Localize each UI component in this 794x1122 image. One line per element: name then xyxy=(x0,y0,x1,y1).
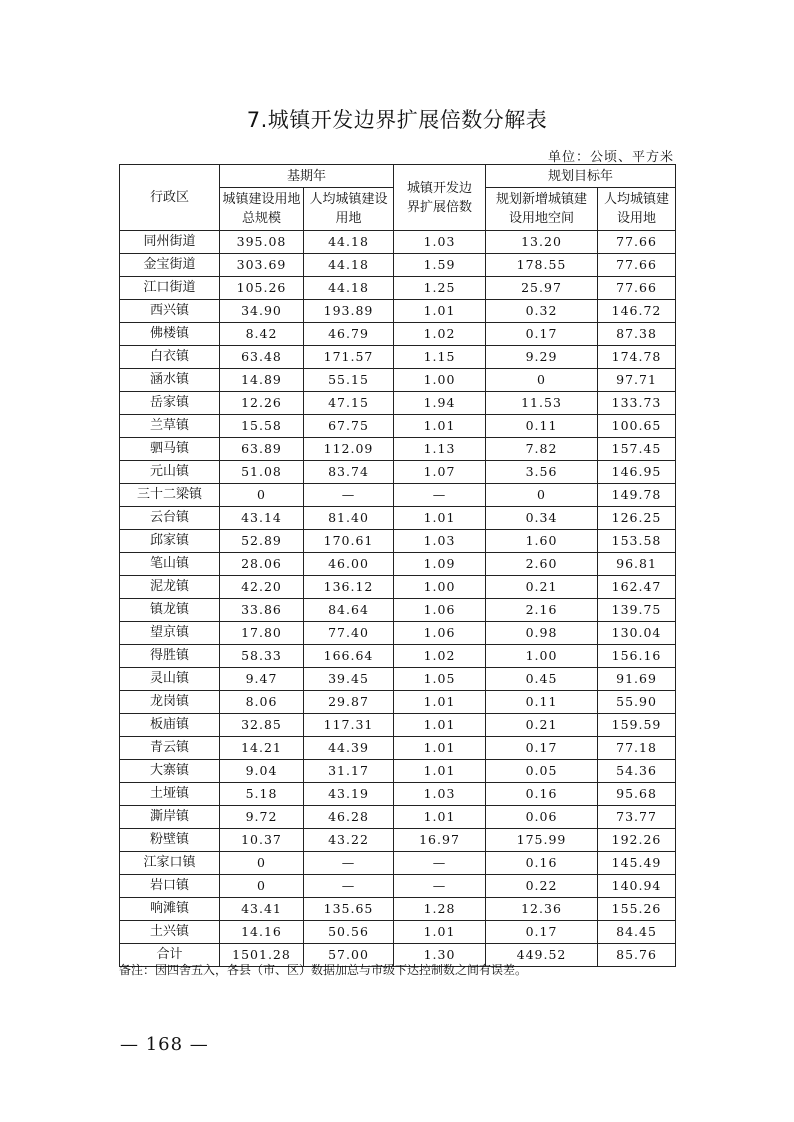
value-cell: 1.13 xyxy=(394,438,486,461)
table-row xyxy=(120,921,676,944)
value-cell: 95.68 xyxy=(598,783,676,806)
value-cell: 84.45 xyxy=(598,921,676,944)
value-cell: 33.86 xyxy=(220,599,304,622)
value-cell: 14.89 xyxy=(220,369,304,392)
value-cell: 9.72 xyxy=(220,806,304,829)
region-cell: 三十二梁镇 xyxy=(120,484,220,507)
value-cell: 12.36 xyxy=(486,898,598,921)
table-row xyxy=(120,737,676,760)
region-cell: 望京镇 xyxy=(120,622,220,645)
value-cell: 0.98 xyxy=(486,622,598,645)
value-cell: 46.00 xyxy=(304,553,394,576)
value-cell: 97.71 xyxy=(598,369,676,392)
table-row xyxy=(120,392,676,415)
region-cell: 大寨镇 xyxy=(120,760,220,783)
value-cell: 1.01 xyxy=(394,300,486,323)
value-cell: 43.14 xyxy=(220,507,304,530)
page-number: — 168 — xyxy=(120,1034,209,1055)
value-cell: 28.06 xyxy=(220,553,304,576)
value-cell: 50.56 xyxy=(304,921,394,944)
value-cell: 2.60 xyxy=(486,553,598,576)
table-row xyxy=(120,277,676,300)
value-cell: 1.01 xyxy=(394,737,486,760)
value-cell: 81.40 xyxy=(304,507,394,530)
value-cell: 51.08 xyxy=(220,461,304,484)
value-cell: 1.06 xyxy=(394,622,486,645)
value-cell: 1.25 xyxy=(394,277,486,300)
value-cell: 149.78 xyxy=(598,484,676,507)
value-cell: 1.00 xyxy=(394,576,486,599)
value-cell: 1.02 xyxy=(394,645,486,668)
value-cell: 43.19 xyxy=(304,783,394,806)
value-cell: 140.94 xyxy=(598,875,676,898)
table-row xyxy=(120,530,676,553)
value-cell: 126.25 xyxy=(598,507,676,530)
region-cell: 响滩镇 xyxy=(120,898,220,921)
value-cell: 171.57 xyxy=(304,346,394,369)
region-cell: 驷马镇 xyxy=(120,438,220,461)
value-cell: 0.21 xyxy=(486,576,598,599)
region-cell: 青云镇 xyxy=(120,737,220,760)
value-cell: 1.01 xyxy=(394,806,486,829)
value-cell: 12.26 xyxy=(220,392,304,415)
table-row xyxy=(120,484,676,507)
value-cell: 0.11 xyxy=(486,415,598,438)
value-cell: 25.97 xyxy=(486,277,598,300)
value-cell: 1.01 xyxy=(394,760,486,783)
value-cell: 1.59 xyxy=(394,254,486,277)
header-target-per-capita: 人均城镇建设用地 xyxy=(598,188,676,231)
value-cell: 55.90 xyxy=(598,691,676,714)
value-cell: 46.79 xyxy=(304,323,394,346)
value-cell: 0.17 xyxy=(486,323,598,346)
value-cell: 73.77 xyxy=(598,806,676,829)
value-cell: 105.26 xyxy=(220,277,304,300)
value-cell: 87.38 xyxy=(598,323,676,346)
value-cell: 9.47 xyxy=(220,668,304,691)
value-cell: 44.18 xyxy=(304,231,394,254)
table-row xyxy=(120,415,676,438)
header-expansion: 城镇开发边界扩展倍数 xyxy=(394,165,486,231)
table-row xyxy=(120,346,676,369)
value-cell: — xyxy=(304,852,394,875)
table-row xyxy=(120,254,676,277)
value-cell: 3.56 xyxy=(486,461,598,484)
region-cell: 粉壁镇 xyxy=(120,829,220,852)
table-row xyxy=(120,806,676,829)
region-cell: 岩口镇 xyxy=(120,875,220,898)
value-cell: 0 xyxy=(486,484,598,507)
value-cell: 1.01 xyxy=(394,714,486,737)
value-cell: 55.15 xyxy=(304,369,394,392)
region-cell: 得胜镇 xyxy=(120,645,220,668)
value-cell: 0.17 xyxy=(486,921,598,944)
region-cell: 土兴镇 xyxy=(120,921,220,944)
value-cell: 155.26 xyxy=(598,898,676,921)
value-cell: 175.99 xyxy=(486,829,598,852)
value-cell: 77.66 xyxy=(598,277,676,300)
value-cell: 133.73 xyxy=(598,392,676,415)
value-cell: 83.74 xyxy=(304,461,394,484)
value-cell: 5.18 xyxy=(220,783,304,806)
value-cell: 395.08 xyxy=(220,231,304,254)
value-cell: 1.03 xyxy=(394,231,486,254)
value-cell: 32.85 xyxy=(220,714,304,737)
value-cell: 52.89 xyxy=(220,530,304,553)
header-base-year: 基期年 xyxy=(220,165,394,188)
region-cell: 泥龙镇 xyxy=(120,576,220,599)
header-base-per-capita: 人均城镇建设用地 xyxy=(304,188,394,231)
value-cell: 44.18 xyxy=(304,277,394,300)
table-row xyxy=(120,760,676,783)
value-cell: 42.20 xyxy=(220,576,304,599)
value-cell: 54.36 xyxy=(598,760,676,783)
value-cell: 1.02 xyxy=(394,323,486,346)
value-cell: 0.32 xyxy=(486,300,598,323)
value-cell: 1.07 xyxy=(394,461,486,484)
expansion-table xyxy=(119,164,676,967)
region-cell: 元山镇 xyxy=(120,461,220,484)
region-cell: 江口街道 xyxy=(120,277,220,300)
value-cell: 77.66 xyxy=(598,231,676,254)
header-target-new: 规划新增城镇建设用地空间 xyxy=(486,188,598,231)
value-cell: — xyxy=(304,875,394,898)
value-cell: 170.61 xyxy=(304,530,394,553)
value-cell: 174.78 xyxy=(598,346,676,369)
value-cell: 146.72 xyxy=(598,300,676,323)
value-cell: 0 xyxy=(220,852,304,875)
table-row xyxy=(120,691,676,714)
table-row xyxy=(120,875,676,898)
table-row xyxy=(120,369,676,392)
region-cell: 白衣镇 xyxy=(120,346,220,369)
value-cell: 13.20 xyxy=(486,231,598,254)
value-cell: 77.40 xyxy=(304,622,394,645)
table-body xyxy=(120,231,676,967)
value-cell: 58.33 xyxy=(220,645,304,668)
value-cell: 192.26 xyxy=(598,829,676,852)
value-cell: 85.76 xyxy=(598,944,676,967)
value-cell: 0.45 xyxy=(486,668,598,691)
region-cell: 岳家镇 xyxy=(120,392,220,415)
value-cell: 135.65 xyxy=(304,898,394,921)
table-row xyxy=(120,553,676,576)
value-cell: 139.75 xyxy=(598,599,676,622)
value-cell: 1.15 xyxy=(394,346,486,369)
value-cell: 0.06 xyxy=(486,806,598,829)
value-cell: 1.05 xyxy=(394,668,486,691)
region-cell: 同州街道 xyxy=(120,231,220,254)
table-row xyxy=(120,507,676,530)
value-cell: 162.47 xyxy=(598,576,676,599)
table-row xyxy=(120,668,676,691)
value-cell: 145.49 xyxy=(598,852,676,875)
table-row xyxy=(120,576,676,599)
value-cell: 31.17 xyxy=(304,760,394,783)
value-cell: 0 xyxy=(220,484,304,507)
value-cell: 39.45 xyxy=(304,668,394,691)
value-cell: 7.82 xyxy=(486,438,598,461)
value-cell: 0.05 xyxy=(486,760,598,783)
value-cell: 84.64 xyxy=(304,599,394,622)
value-cell: 57.00 xyxy=(304,944,394,967)
value-cell: 14.21 xyxy=(220,737,304,760)
value-cell: 1.30 xyxy=(394,944,486,967)
region-cell: 板庙镇 xyxy=(120,714,220,737)
value-cell: 157.45 xyxy=(598,438,676,461)
region-cell: 涵水镇 xyxy=(120,369,220,392)
header-region: 行政区 xyxy=(120,165,220,231)
value-cell: 146.95 xyxy=(598,461,676,484)
value-cell: 303.69 xyxy=(220,254,304,277)
value-cell: 1.00 xyxy=(394,369,486,392)
value-cell: 117.31 xyxy=(304,714,394,737)
value-cell: 159.59 xyxy=(598,714,676,737)
table-row xyxy=(120,783,676,806)
value-cell: 1.03 xyxy=(394,530,486,553)
table-row xyxy=(120,438,676,461)
value-cell: — xyxy=(394,484,486,507)
region-cell: 澌岸镇 xyxy=(120,806,220,829)
value-cell: — xyxy=(304,484,394,507)
value-cell: 193.89 xyxy=(304,300,394,323)
unit-label: 单位：公顷、平方米 xyxy=(547,150,674,165)
region-cell: 金宝街道 xyxy=(120,254,220,277)
region-cell: 土垭镇 xyxy=(120,783,220,806)
region-cell: 合计 xyxy=(120,944,220,967)
value-cell: 1.01 xyxy=(394,921,486,944)
value-cell: 1.01 xyxy=(394,507,486,530)
value-cell: 34.90 xyxy=(220,300,304,323)
value-cell: 1.28 xyxy=(394,898,486,921)
table-row xyxy=(120,714,676,737)
table-row xyxy=(120,323,676,346)
table-row xyxy=(120,852,676,875)
value-cell: 14.16 xyxy=(220,921,304,944)
table-row xyxy=(120,231,676,254)
region-cell: 灵山镇 xyxy=(120,668,220,691)
value-cell: 1.94 xyxy=(394,392,486,415)
value-cell: 0.16 xyxy=(486,783,598,806)
value-cell: 11.53 xyxy=(486,392,598,415)
value-cell: 46.28 xyxy=(304,806,394,829)
header-target-year: 规划目标年 xyxy=(486,165,676,188)
value-cell: 8.06 xyxy=(220,691,304,714)
value-cell: 9.29 xyxy=(486,346,598,369)
table-row xyxy=(120,599,676,622)
value-cell: 449.52 xyxy=(486,944,598,967)
value-cell: 136.12 xyxy=(304,576,394,599)
value-cell: 8.42 xyxy=(220,323,304,346)
value-cell: 77.18 xyxy=(598,737,676,760)
table-row xyxy=(120,829,676,852)
value-cell: 100.65 xyxy=(598,415,676,438)
value-cell: 153.58 xyxy=(598,530,676,553)
value-cell: 1.09 xyxy=(394,553,486,576)
table-row xyxy=(120,645,676,668)
value-cell: 0.22 xyxy=(486,875,598,898)
value-cell: 0 xyxy=(220,875,304,898)
value-cell: 43.41 xyxy=(220,898,304,921)
value-cell: 91.69 xyxy=(598,668,676,691)
value-cell: 15.58 xyxy=(220,415,304,438)
value-cell: 1.03 xyxy=(394,783,486,806)
value-cell: 67.75 xyxy=(304,415,394,438)
value-cell: 0.16 xyxy=(486,852,598,875)
value-cell: 44.18 xyxy=(304,254,394,277)
table-row xyxy=(120,898,676,921)
value-cell: 1.01 xyxy=(394,691,486,714)
table-row xyxy=(120,461,676,484)
value-cell: 29.87 xyxy=(304,691,394,714)
value-cell: 166.64 xyxy=(304,645,394,668)
value-cell: 96.81 xyxy=(598,553,676,576)
header-base-total: 城镇建设用地总规模 xyxy=(220,188,304,231)
value-cell: 112.09 xyxy=(304,438,394,461)
value-cell: 1.06 xyxy=(394,599,486,622)
value-cell: 9.04 xyxy=(220,760,304,783)
value-cell: 2.16 xyxy=(486,599,598,622)
value-cell: 1.01 xyxy=(394,415,486,438)
value-cell: 77.66 xyxy=(598,254,676,277)
value-cell: 178.55 xyxy=(486,254,598,277)
value-cell: 44.39 xyxy=(304,737,394,760)
region-cell: 兰草镇 xyxy=(120,415,220,438)
page-title: 7.城镇开发边界扩展倍数分解表 xyxy=(246,108,548,132)
value-cell: 63.89 xyxy=(220,438,304,461)
region-cell: 云台镇 xyxy=(120,507,220,530)
value-cell: 47.15 xyxy=(304,392,394,415)
value-cell: 0.34 xyxy=(486,507,598,530)
value-cell: 1.60 xyxy=(486,530,598,553)
region-cell: 邱家镇 xyxy=(120,530,220,553)
region-cell: 笔山镇 xyxy=(120,553,220,576)
value-cell: 0 xyxy=(486,369,598,392)
value-cell: 0.11 xyxy=(486,691,598,714)
value-cell: — xyxy=(394,852,486,875)
footnote: 备注：因四舍五入，各县（市、区）数据加总与市级下达控制数之间有误差。 xyxy=(119,963,528,977)
value-cell: 156.16 xyxy=(598,645,676,668)
value-cell: 0.21 xyxy=(486,714,598,737)
value-cell: 0.17 xyxy=(486,737,598,760)
region-cell: 江家口镇 xyxy=(120,852,220,875)
region-cell: 镇龙镇 xyxy=(120,599,220,622)
value-cell: 43.22 xyxy=(304,829,394,852)
value-cell: 1501.28 xyxy=(220,944,304,967)
region-cell: 佛楼镇 xyxy=(120,323,220,346)
value-cell: 1.00 xyxy=(486,645,598,668)
value-cell: 10.37 xyxy=(220,829,304,852)
value-cell: 63.48 xyxy=(220,346,304,369)
region-cell: 龙岗镇 xyxy=(120,691,220,714)
value-cell: 17.80 xyxy=(220,622,304,645)
value-cell: 16.97 xyxy=(394,829,486,852)
value-cell: — xyxy=(394,875,486,898)
table-row xyxy=(120,300,676,323)
value-cell: 130.04 xyxy=(598,622,676,645)
region-cell: 西兴镇 xyxy=(120,300,220,323)
table-row xyxy=(120,622,676,645)
